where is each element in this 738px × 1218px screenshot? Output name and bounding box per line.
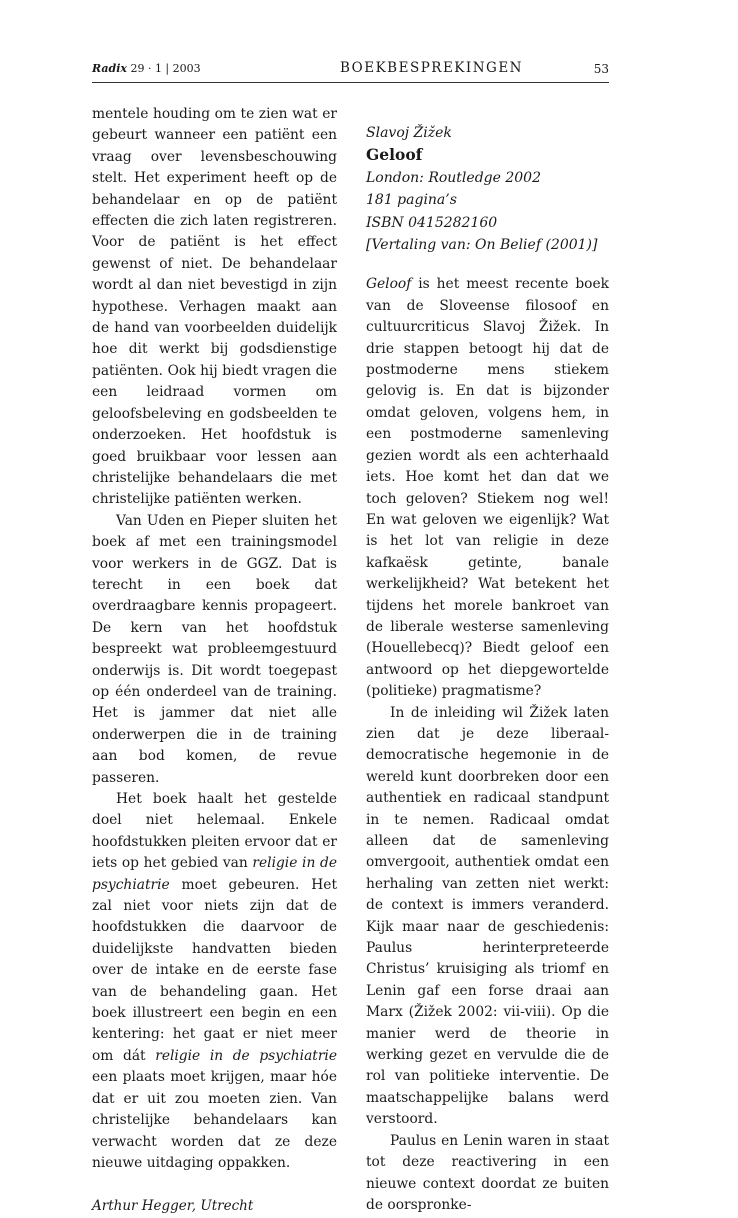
emphasis: religie in de psychiatrie — [92, 855, 338, 893]
emphasis: Geloof — [366, 276, 412, 293]
page-number: 53 — [593, 62, 609, 76]
book-translation: [Vertaling van: On Belief (2001)] — [366, 237, 598, 254]
text-run: een plaats moet krijgen, maar hóe dat er uit zou moeten zien. Van christelijke behandelaars kan verwacht worden dat ze deze nieuwe uitdaging oppakken. — [92, 1069, 337, 1171]
paragraph: mentele houding om te zien wat er gebeurt wanneer een patiënt een vraag over levensbeschouwing stelt. Het experiment heeft op de behandelaar en op de patiënt effecten die zich laten registreren. Voor de patiënt is het effect gewenst of niet. De behandelaar wordt al dan niet bevestigd in zijn hypothese. Verhagen maakt aan de hand van voorbeelden duidelijk hoe dit werkt bij godsdienstige patiënten. Ook hij biedt vragen die een leidraad vormen om geloofsbeleving en godsbeelden te onderzoeken. Het hoofdstuk is goed bruikbaar voor lessen aan christelijke behandelaars die met christelijke patiënten werken. — [92, 106, 337, 508]
paragraph: Van Uden en Pieper sluiten het boek af met een trainingsmodel voor werkers in de GGZ. Dat is terecht in een boek dat overdraagbare kennis propageert. De kern van het hoofdstuk bespreekt wat probleemgestuurd onderwijs is. Dit wordt toegepast op één onderdeel van de training. Het is jammer dat niet alle onderwerpen die in de training aan bod komen, de revue passeren. — [92, 512, 337, 786]
journal-issue — [92, 62, 201, 75]
paragraph: In de inleiding wil Žižek laten zien dat je deze liberaal-democratische hegemonie in de wereld kunt doorbreken door een authentiek en radicaal standpunt in te nemen. Radicaal omdat alleen dat de samenleving omvergooit, authentiek omdat een herhaling van zetten niet werkt: de context is immers veranderd. Kijk maar naar de geschiedenis: Paulus herinterpreteerde Christus’ kruisiging als triomf en Lenin gaf een forse draai aan Marx (Žižek 2002: vii-viii). Op die manier werd de theorie in werking gezet en vervulde die de rol van politieke interventie. De maatschappelijke balans werd verstoord. — [366, 704, 609, 1128]
book-publisher: London: Routledge 2002 — [366, 169, 541, 186]
paragraph: Paulus en Lenin waren in staat tot deze reactivering in een nieuwe context doordat ze buiten de oorspronke- — [366, 1132, 609, 1213]
book-title: Geloof — [366, 145, 423, 165]
book-pages: 181 pagina’s — [366, 192, 457, 209]
text-run: moet gebeuren. Het zal niet voor niets zijn dat de hoofdstukken die daarvoor de duidelijkste handvatten bieden over de intake en de eerste fase van de behandeling gaan. Het boek illustreert een begin en een kentering: het gaat er niet meer om dát — [92, 876, 337, 1064]
section-title: BOEKBESPREKINGEN — [340, 60, 523, 76]
text-run: is het meest recente boek van de Sloveense filosoof en cultuurcriticus Slavoj Žižek. In drie stappen betoogt hij dat de postmoderne mens stiekem gelovig is. En dat is bijzonder omdat geloven, volgens hem, in een postmoderne samenleving gezien wordt als een achterhaald iets. Hoe komt het dan dat we toch geloven? Stiekem nog wel! En wat geloven we eigenlijk? Wat is het lot van religie in deze kafkaësk getinte, banale werkelijkheid? Wat betekent het tijdens het morele bankroet van de liberale westerse samenleving (Houellebecq)? Biedt geloof een antwoord op het diepgewortelde (politieke) pragmatisme? — [366, 276, 609, 700]
reviewer-signature: Arthur Hegger, Utrecht — [92, 1198, 254, 1215]
book-isbn: ISBN 0415282160 — [366, 214, 498, 231]
running-header — [92, 60, 609, 83]
book-info — [366, 122, 609, 256]
journal-name: Radix — [92, 62, 127, 75]
text-run: Het boek haalt het gestelde doel niet helemaal. Enkele hoofdstukken pleiten ervoor dat er iets op het gebied van — [92, 791, 337, 872]
emphasis: religie in de psychiatrie — [155, 1047, 338, 1064]
right-column — [366, 104, 609, 1216]
paragraph — [366, 274, 609, 702]
issue-number: 29 · 1 | 2003 — [130, 62, 201, 75]
book-author: Slavoj Žižek — [366, 125, 452, 141]
left-column — [92, 104, 337, 1218]
paragraph — [92, 789, 337, 1174]
